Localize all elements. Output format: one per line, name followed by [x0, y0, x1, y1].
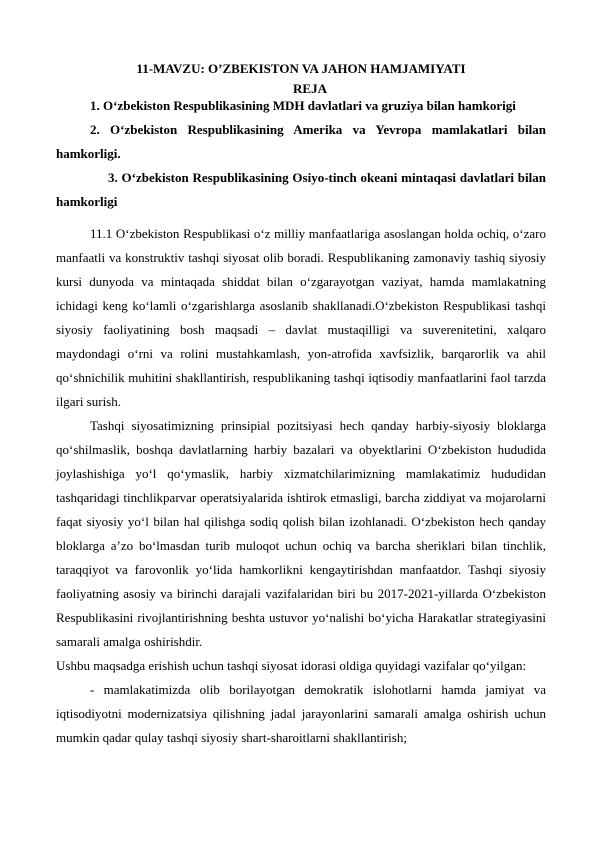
paragraph-1: 11.1 O‘zbekiston Respublikasi o‘z milliy manfaatlariga asoslangan holda ochiq, o‘zaro manfaatli va konstruktiv tashqi siyosat olib boradi. Respublikaning zamonaviy tashiq siyosiy kursi dunyoda va mintaqada shiddat bilan o‘zgarayotgan vaziyat, hamda mamlakatning ichidagi keng ko‘lamli o‘zgarishlarga asoslanib shakllanadi.O‘zbekiston Respublikasi tashqi siyosiy faoliyatining bosh maqsadi – davlat mustaqilligi va suverenitetini, xalqaro maydondagi o‘rni va rolini mustahkamlash, yon-atrofida xavfsizlik, barqarorlik va ahil qo‘shnichilik muhitini shakllantirish, respublikaning tashqi iqtisodiy manfaatlarini faol tarzda ilgari surish.: [56, 226, 546, 409]
paragraph-4: - mamlakatimizda olib borilayotgan demokratik islohotlarni hamda jamiyat va iqtisodiyotni modernizatsiya qilishning jadal jarayonlarini samarali amalga oshirish uchun mumkin qadar qulay tashqi siyosiy shart-sharoitlarni shakllantirish;: [56, 682, 546, 745]
document-title: 11-MAVZU: O’ZBEKISTON VA JAHON HAMJAMIYATI: [136, 61, 466, 76]
document-body: [56, 222, 546, 750]
plan-item-3: 3. O‘zbekiston Respublikasining Osiyo-tinch okeani mintaqasi davlatlari bilan hamkorligi: [56, 170, 546, 209]
plan-list: [56, 94, 546, 214]
paragraph-3: Ushbu maqsadga erishish uchun tashqi siyosat idorasi oldiga quyidagi vazifalar qo‘yilgan:: [56, 658, 527, 673]
plan-heading: REJA: [293, 81, 327, 96]
plan-item-2: 2. O‘zbekiston Respublikasining Amerika va Yevropa mamlakatlari bilan hamkorligi.: [56, 122, 546, 161]
paragraph-2: Tashqi siyosatimizning prinsipial pozitsiyasi hech qanday harbiy-siyosiy bloklarga qo‘shilmaslik, boshqa davlatlarning harbiy bazalari va obyektlarini O‘zbekiston hududida joylashishiga yo‘l qo‘ymaslik, harbiy xizmatchilarimizning mamlakatimiz hududidan tashqaridagi tinchlikparvar operatsiyalarida ishtirok etmasligi, barcha ziddiyat va mojarolarni faqat siyosiy yo‘l bilan hal qilishga sodiq qolish bilan izohlanadi. O‘zbekiston hech qanday bloklarga a’zo bo‘lmasdan turib muloqot uchun ochiq va barcha sheriklari bilan tinchlik, taraqqiyot va farovonlik yo‘lida hamkorlikni kengaytirishdan manfaatdor. Tashqi siyosiy faoliyatning asosiy va birinchi darajali vazifalaridan biri bu 2017-2021-yillarda O‘zbekiston Respublikasini rivojlantirishning beshta ustuvor yo‘nalishi bo‘yicha Harakatlar strategiyasini samarali amalga oshirishdir.: [56, 418, 546, 649]
plan-item-1: 1. O‘zbekiston Respublikasining MDH davlatlari va gruziya bilan hamkorigi: [90, 98, 516, 113]
